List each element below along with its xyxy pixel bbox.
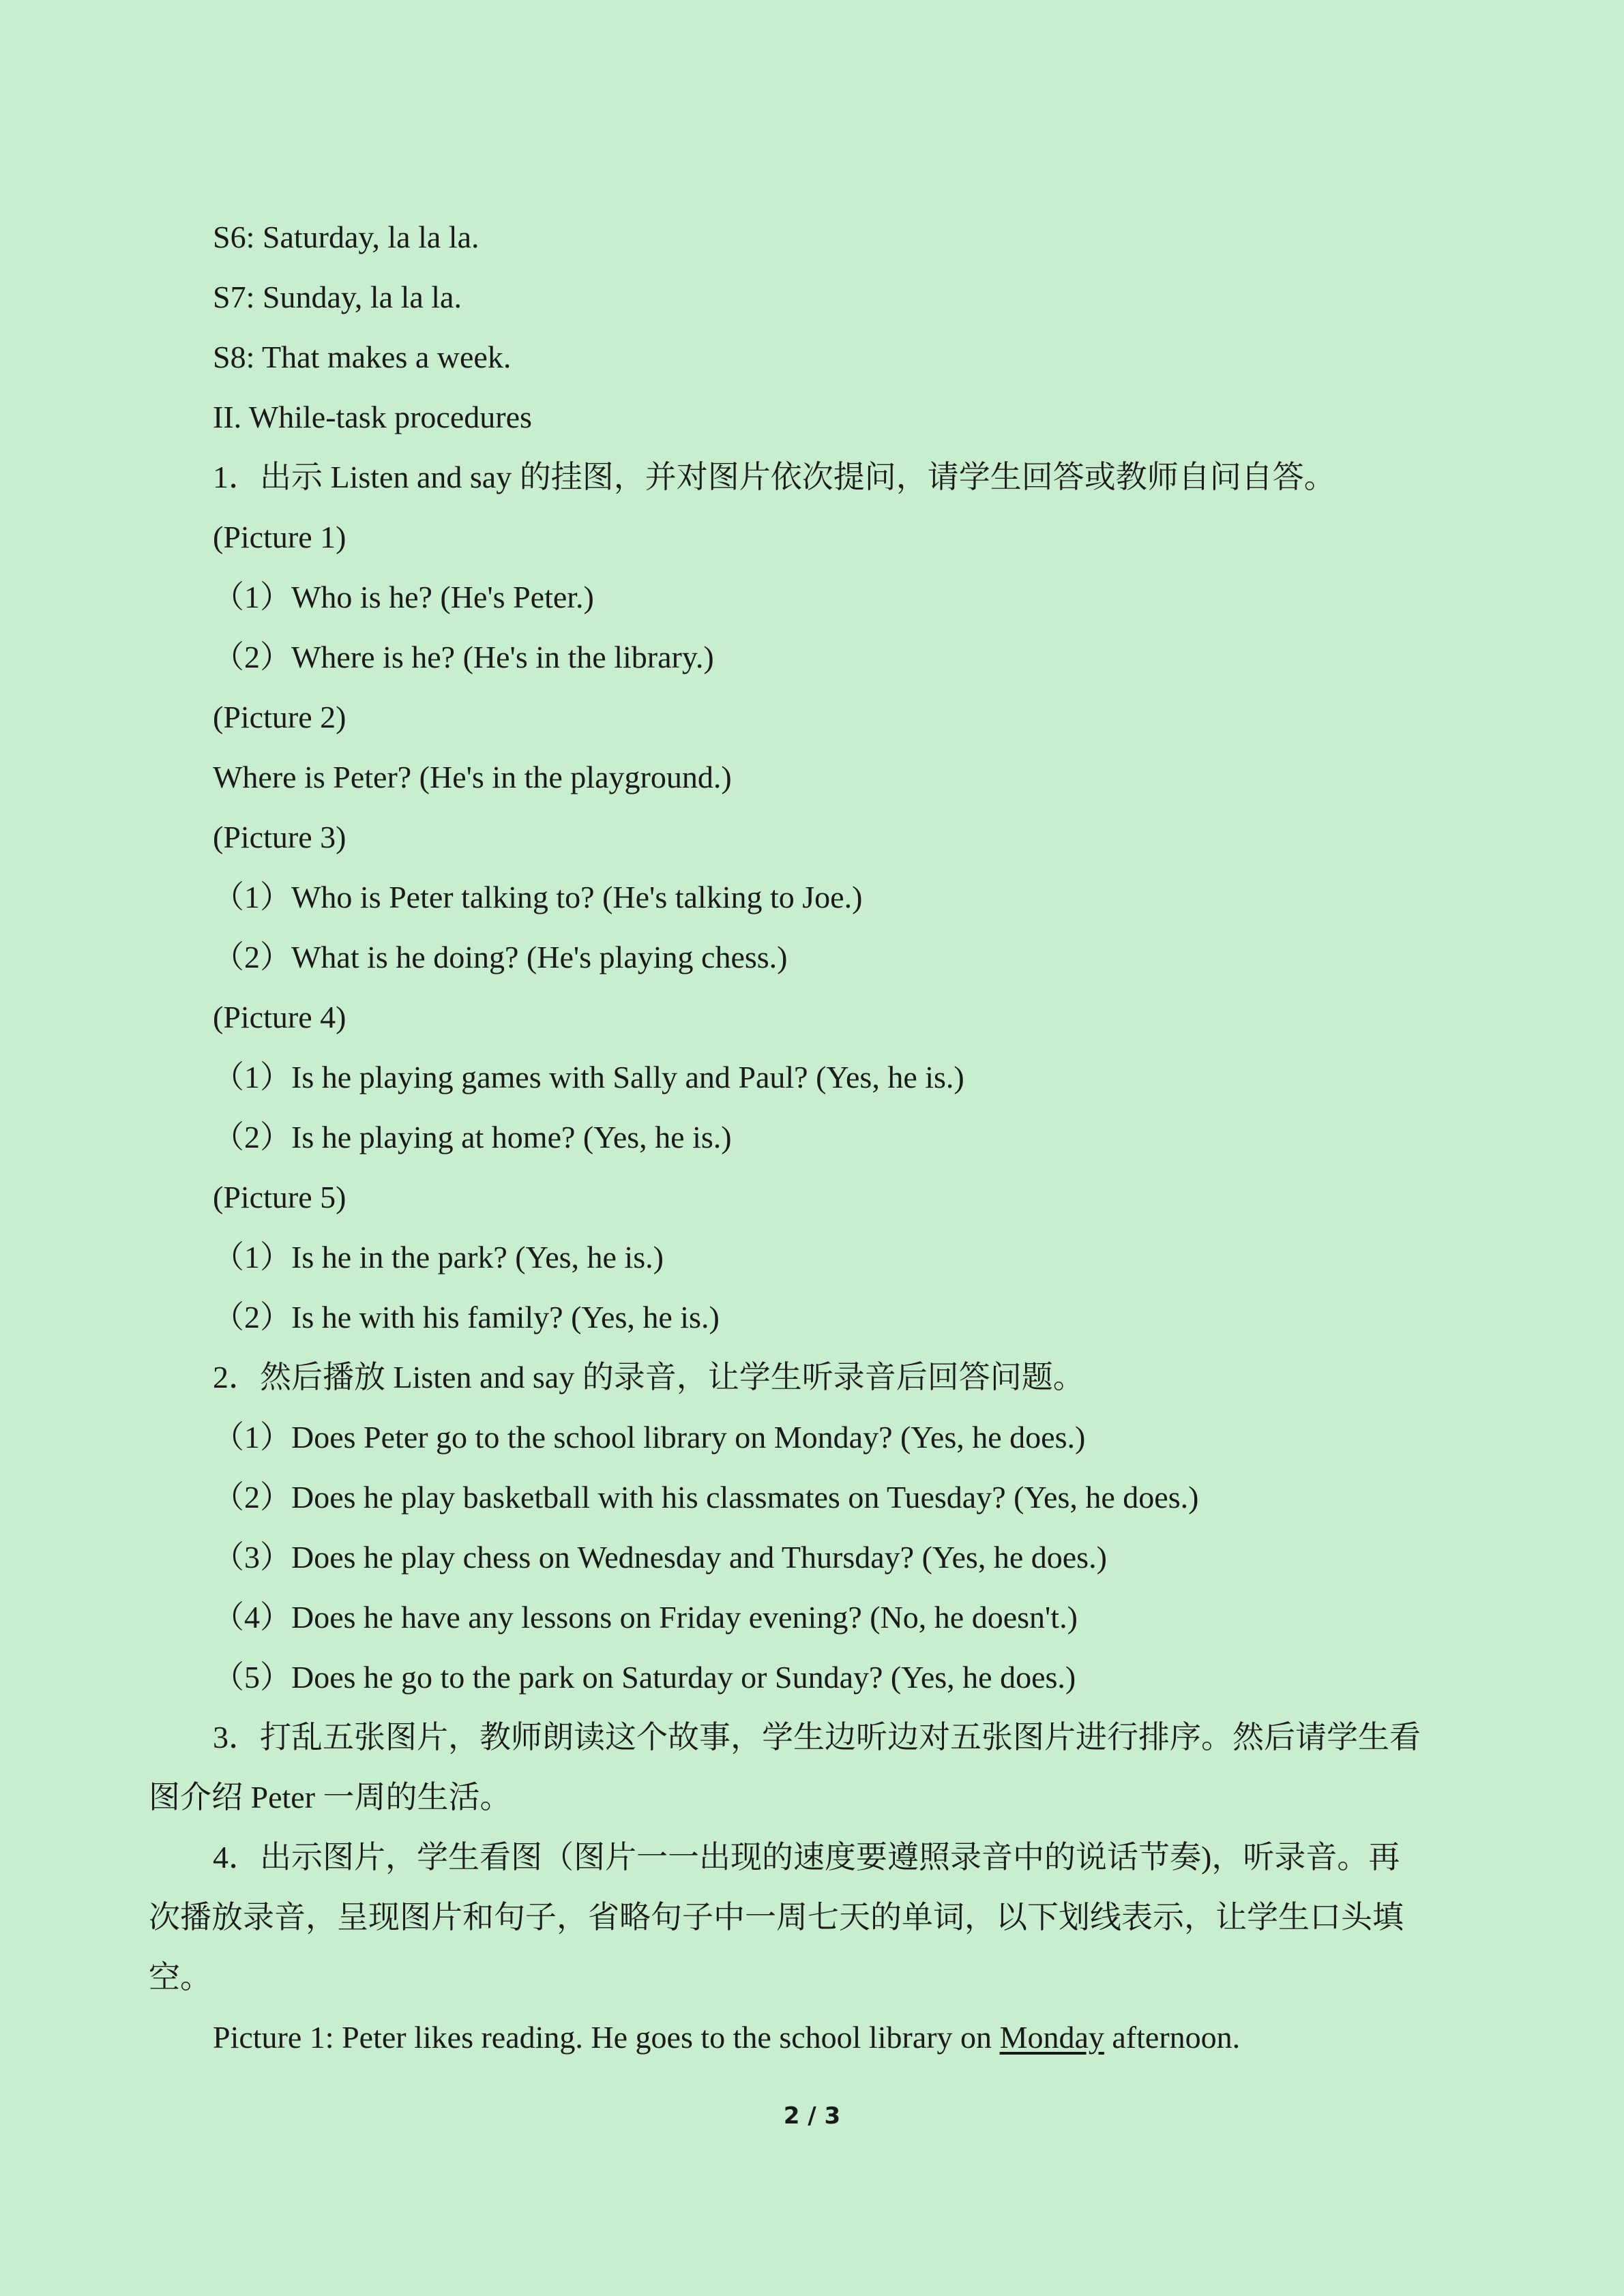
question-line: （2）Where is he? (He's in the library.)	[213, 640, 714, 674]
picture-1-sentence	[213, 2017, 1240, 2058]
step-2-text: 2．然后播放 Listen and say 的录音，让学生听录音后回答问题。	[213, 1360, 1084, 1395]
step-4-text-cont: 次播放录音，呈现图片和句子，省略句子中一周七天的单词，以下划线表示，让学生口头填	[149, 1900, 1404, 1935]
step-4-text: 4．出示图片，学生看图（图片一一出现的速度要遵照录音中的说话节奏)，听录音。再	[213, 1840, 1400, 1875]
step-3-text-cont: 图介绍 Peter 一周的生活。	[149, 1780, 512, 1815]
question-line: （1）Who is Peter talking to? (He's talking to Joe.)	[213, 880, 863, 914]
page-number: 2 / 3	[783, 2102, 841, 2130]
question-line: （1）Is he playing games with Sally and Paul? (Yes, he is.)	[213, 1060, 964, 1094]
question-line: （2）Is he playing at home? (Yes, he is.)	[213, 1120, 732, 1154]
question-line: （1）Who is he? (He's Peter.)	[213, 580, 594, 614]
question-line: （2）Does he play basketball with his classmates on Tuesday? (Yes, he does.)	[213, 1480, 1199, 1515]
text-line-s7: S7: Sunday, la la la.	[213, 280, 462, 314]
question-line: （5）Does he go to the park on Saturday or Sunday? (Yes, he does.)	[213, 1660, 1076, 1695]
sentence-start: Picture 1: Peter likes reading. He goes to the school library on	[213, 2020, 1000, 2055]
text-line-s8: S8: That makes a week.	[213, 340, 512, 374]
blank-word-monday: Monday	[999, 2020, 1104, 2055]
picture-1-label: (Picture 1)	[213, 520, 346, 554]
question-line: （2）Is he with his family? (Yes, he is.)	[213, 1300, 720, 1335]
question-line: Where is Peter? (He's in the playground.)	[213, 760, 732, 794]
text-line-s6: S6: Saturday, la la la.	[213, 220, 479, 254]
step-4-text-end: 空。	[149, 1960, 211, 1995]
question-line: （4）Does he have any lessons on Friday evening? (No, he doesn't.)	[213, 1600, 1078, 1635]
step-1-text: 1．出示 Listen and say 的挂图，并对图片依次提问，请学生回答或教师自问自答。	[213, 460, 1335, 494]
step-3-text: 3．打乱五张图片，教师朗读这个故事，学生边听边对五张图片进行排序。然后请学生看	[213, 1720, 1421, 1755]
picture-3-label: (Picture 3)	[213, 820, 346, 854]
question-line: （2）What is he doing? (He's playing chess.)	[213, 940, 788, 974]
sentence-end: afternoon.	[1104, 2020, 1241, 2055]
picture-4-label: (Picture 4)	[213, 1000, 346, 1034]
question-line: （1）Is he in the park? (Yes, he is.)	[213, 1240, 664, 1274]
section-heading: II. While-task procedures	[213, 400, 532, 434]
question-line: （1）Does Peter go to the school library on Monday? (Yes, he does.)	[213, 1420, 1086, 1455]
picture-5-label: (Picture 5)	[213, 1180, 346, 1214]
question-line: （3）Does he play chess on Wednesday and Thursday? (Yes, he does.)	[213, 1540, 1107, 1575]
picture-2-label: (Picture 2)	[213, 700, 346, 734]
